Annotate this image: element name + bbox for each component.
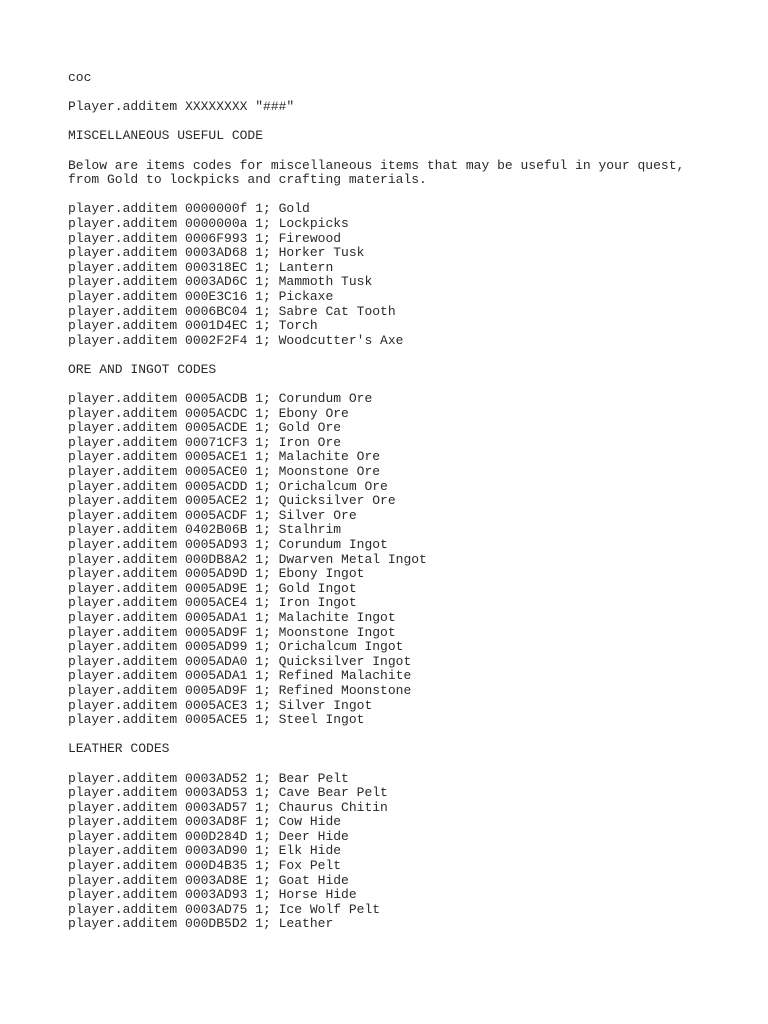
code-line: player.additem 0005ACE1 1; Malachite Ore xyxy=(68,449,381,465)
code-line: player.additem 000E3C16 1; Pickaxe xyxy=(68,288,334,304)
console-command-coc xyxy=(68,71,684,86)
section-title-miscellaneous xyxy=(68,129,684,144)
code-line: player.additem 0003AD6C 1; Mammoth Tusk xyxy=(68,274,373,290)
code-line: player.additem 0005ACDD 1; Orichalcum Ore xyxy=(68,478,388,494)
code-line: player.additem 0005ACE0 1; Moonstone Ore xyxy=(68,464,381,480)
code-line: player.additem 0005ACE4 1; Iron Ingot xyxy=(68,595,357,611)
code-line: player.additem 0005AD9F 1; Refined Moonstone xyxy=(68,682,412,698)
text-line: MISCELLANEOUS USEFUL CODE xyxy=(68,128,264,144)
code-line: player.additem 0005AD93 1; Corundum Ingot xyxy=(68,537,388,552)
code-line: player.additem 0005ACDE 1; Gold Ore xyxy=(68,420,342,436)
code-line: player.additem 0005ACDF 1; Silver Ore xyxy=(68,507,357,523)
code-line: player.additem 0003AD53 1; Cave Bear Pelt xyxy=(68,785,388,801)
document-text xyxy=(68,71,684,932)
code-line: player.additem 0005ACE5 1; Steel Ingot xyxy=(68,712,365,728)
code-line: player.additem 000318EC 1; Lantern xyxy=(68,259,334,275)
text-line: Below are items codes for miscellaneous items that may be useful in your quest, xyxy=(68,157,685,173)
code-line: player.additem 0003AD8F 1; Cow Hide xyxy=(68,814,342,830)
leather-code-list xyxy=(68,772,684,933)
misc-code-list xyxy=(68,202,684,348)
code-line: player.additem 0005AD9E 1; Gold Ingot xyxy=(68,580,357,596)
code-line: player.additem 0003AD68 1; Horker Tusk xyxy=(68,245,365,261)
text-line: Player.additem XXXXXXXX "###" xyxy=(68,99,295,115)
code-line: player.additem 0003AD90 1; Elk Hide xyxy=(68,843,342,859)
code-line: player.additem 0003AD93 1; Horse Hide xyxy=(68,887,357,903)
code-line: player.additem 0005AD9F 1; Moonstone Ingot xyxy=(68,624,396,640)
code-line: player.additem 0006BC04 1; Sabre Cat Tooth xyxy=(68,303,396,319)
code-line: player.additem 0000000f 1; Gold xyxy=(68,201,310,217)
code-line: player.additem 0005ADA1 1; Malachite Ingot xyxy=(68,609,396,625)
code-line: player.additem 0003AD57 1; Chaurus Chitin xyxy=(68,799,388,815)
code-line: player.additem 000DB8A2 1; Dwarven Metal Ingot xyxy=(68,551,427,567)
code-line: player.additem 0005AD9D 1; Ebony Ingot xyxy=(68,566,365,582)
text-line: ORE AND INGOT CODES xyxy=(68,361,217,377)
code-line: player.additem 0005ACDB 1; Corundum Ore xyxy=(68,391,373,407)
code-line: player.additem 0006F993 1; Firewood xyxy=(68,230,342,246)
code-line: player.additem 0003AD75 1; Ice Wolf Pelt xyxy=(68,901,381,917)
text-line: coc xyxy=(68,70,92,85)
code-line: player.additem 00071CF3 1; Iron Ore xyxy=(68,434,342,450)
code-line: player.additem 000DB5D2 1; Leather xyxy=(68,916,334,932)
code-line: player.additem 0402B06B 1; Stalhrim xyxy=(68,522,342,538)
code-line: player.additem 0005AD99 1; Orichalcum Ingot xyxy=(68,639,404,655)
code-line: player.additem 0005ACE3 1; Silver Ingot xyxy=(68,697,373,713)
code-line: player.additem 0003AD8E 1; Goat Hide xyxy=(68,872,349,888)
code-line: player.additem 0005ACE2 1; Quicksilver Ore xyxy=(68,493,396,509)
code-line: player.additem 0005ACDC 1; Ebony Ore xyxy=(68,405,349,421)
text-line: from Gold to lockpicks and crafting materials. xyxy=(68,172,427,188)
code-line: player.additem 0003AD52 1; Bear Pelt xyxy=(68,770,349,786)
intro-paragraph xyxy=(68,159,684,188)
code-line: player.additem 0000000a 1; Lockpicks xyxy=(68,215,349,231)
additem-syntax-line xyxy=(68,100,684,115)
code-line: player.additem 000D4B35 1; Fox Pelt xyxy=(68,858,342,874)
code-line: player.additem 000D284D 1; Deer Hide xyxy=(68,828,349,844)
code-line: player.additem 0005ADA1 1; Refined Malachite xyxy=(68,668,412,684)
text-line: LEATHER CODES xyxy=(68,741,170,757)
ore-ingot-code-list xyxy=(68,392,684,728)
code-line: player.additem 0002F2F4 1; Woodcutter's Axe xyxy=(68,332,404,348)
code-line: player.additem 0001D4EC 1; Torch xyxy=(68,318,318,334)
section-title-leather xyxy=(68,742,684,757)
section-title-ore-and-ingot xyxy=(68,363,684,378)
code-line: player.additem 0005ADA0 1; Quicksilver Ingot xyxy=(68,653,412,669)
